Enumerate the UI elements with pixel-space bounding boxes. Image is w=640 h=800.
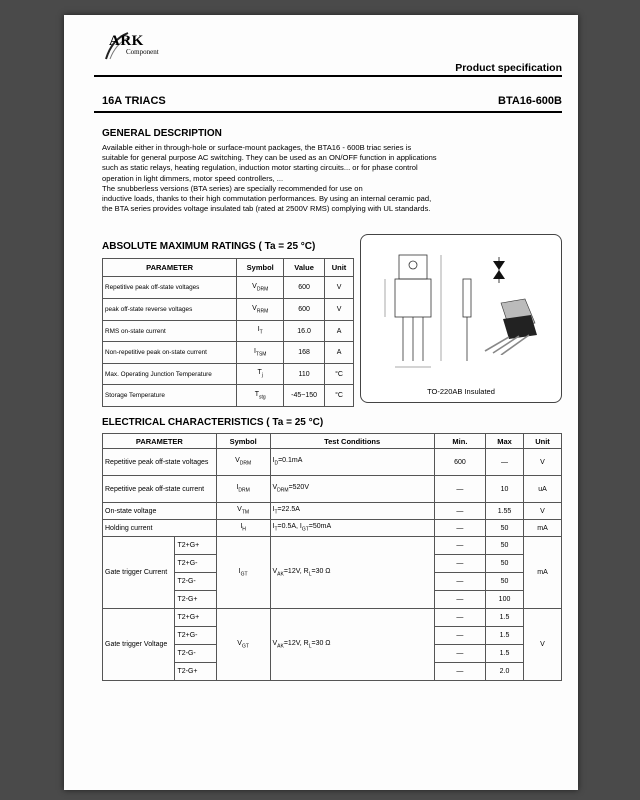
max-cell: 1.5 xyxy=(486,627,524,645)
max-cell: 50 xyxy=(486,537,524,555)
unit-cell: °C xyxy=(325,385,354,407)
symbol-subscript: H xyxy=(242,526,246,533)
param-cell: RMS on-state current xyxy=(103,321,237,342)
description-line: inductive loads, thanks to their high commutation performances. By using an internal ceramic pad, xyxy=(102,194,432,204)
min-cell: — xyxy=(434,476,485,503)
quadrant-cell: T2-G+ xyxy=(175,663,216,681)
condition-text: V xyxy=(272,484,278,492)
title-divider xyxy=(94,111,562,113)
condition-text: =12V, R xyxy=(283,639,309,647)
abs-header-unit: Unit xyxy=(325,259,354,277)
symbol-cell xyxy=(237,321,284,342)
condition-text: =22.5A xyxy=(277,506,300,514)
general-description-text xyxy=(102,143,562,214)
part-number: BTA16-600B xyxy=(498,95,562,107)
condition-text: I xyxy=(272,523,275,531)
condition-text: =520V xyxy=(288,484,309,492)
symbol-subscript: T xyxy=(259,329,263,336)
conditions-cell xyxy=(270,520,434,537)
condition-text: =0.5A, I xyxy=(277,523,302,531)
min-cell: — xyxy=(434,663,485,681)
symbol-subscript: TM xyxy=(241,509,250,516)
table-row xyxy=(103,364,354,385)
symbol-text: T xyxy=(257,369,262,377)
symbol-cell xyxy=(216,609,270,681)
abs-max-table xyxy=(102,258,354,407)
description-line: The snubberless versions (BTA series) are specially recommended for use on xyxy=(102,183,363,193)
min-cell: — xyxy=(434,645,485,663)
table-row xyxy=(103,503,562,520)
table-row xyxy=(103,385,354,407)
description-line: the BTA series provides voltage insulated tab (rated at 2500V RMS) complying with UL standards. xyxy=(102,204,431,214)
condition-text: =0.1mA xyxy=(278,457,303,465)
symbol-subscript: DRM xyxy=(239,460,252,467)
max-cell: 50 xyxy=(486,573,524,591)
quadrant-cell: T2+G- xyxy=(175,555,216,573)
param-cell: Repetitive peak off-state voltages xyxy=(103,449,217,476)
param-cell: Max. Operating Junction Temperature xyxy=(103,364,237,385)
description-line: suitable for general purpose AC switching. They can be used as an ON/OFF function in applications xyxy=(102,153,437,163)
symbol-cell xyxy=(237,364,284,385)
quadrant-cell: T2-G- xyxy=(175,645,216,663)
elec-header-parameter: PARAMETER xyxy=(103,434,217,449)
symbol-text: I xyxy=(253,347,256,355)
symbol-text: I xyxy=(236,484,239,492)
min-cell: — xyxy=(434,609,485,627)
to220-package-photo-icon xyxy=(479,297,543,355)
condition-text: I xyxy=(272,457,275,465)
table-row xyxy=(103,609,562,627)
quadrant-cell: T2-G- xyxy=(175,573,216,591)
symbol-subscript: GT xyxy=(241,643,249,650)
unit-cell: V xyxy=(524,609,562,681)
condition-subscript: D xyxy=(274,460,279,467)
symbol-cell xyxy=(237,342,284,364)
condition-text: V xyxy=(272,639,278,647)
abs-header-value: Value xyxy=(284,259,325,277)
datasheet-page xyxy=(64,15,578,790)
symbol-cell xyxy=(237,299,284,321)
description-line: Available either in through-hole or surface-mount packages, the BTA16 - 600B triac series is xyxy=(102,143,412,152)
table-row xyxy=(103,277,354,299)
table-row xyxy=(103,537,562,555)
condition-text: =30 Ω xyxy=(311,567,331,575)
unit-cell: A xyxy=(325,342,354,364)
param-cell: Storage Temperature xyxy=(103,385,237,407)
device-title: 16A TRIACS xyxy=(102,95,166,107)
package-outline-drawing-icon xyxy=(371,243,481,371)
description-line: operation in light dimmers, motor speed controllers, ... xyxy=(102,173,284,183)
max-cell: 10 xyxy=(486,476,524,503)
conditions-cell xyxy=(270,503,434,520)
elec-header-min: Min. xyxy=(434,434,485,449)
conditions-cell xyxy=(270,476,434,503)
min-cell: — xyxy=(434,573,485,591)
value-cell: 600 xyxy=(284,299,325,321)
condition-text: V xyxy=(272,567,278,575)
condition-text: =12V, R xyxy=(283,567,309,575)
condition-subscript: AK xyxy=(277,643,284,650)
value-cell: 600 xyxy=(284,277,325,299)
table-row xyxy=(103,476,562,503)
quadrant-cell: T2+G+ xyxy=(175,609,216,627)
param-cell: On-state voltage xyxy=(103,503,217,520)
symbol-cell xyxy=(216,476,270,503)
symbol-subscript: j xyxy=(261,372,263,379)
elec-header-unit: Unit xyxy=(524,434,562,449)
unit-cell: mA xyxy=(524,537,562,609)
max-cell: 100 xyxy=(486,591,524,609)
quadrant-cell: T2-G+ xyxy=(175,591,216,609)
symbol-text: I xyxy=(257,326,260,334)
max-cell: 50 xyxy=(486,520,524,537)
unit-cell: V xyxy=(325,299,354,321)
table-row xyxy=(103,520,562,537)
conditions-cell xyxy=(270,449,434,476)
unit-cell: °C xyxy=(325,364,354,385)
min-cell: — xyxy=(434,591,485,609)
electrical-table xyxy=(102,433,562,681)
symbol-text: V xyxy=(237,639,242,647)
min-cell: — xyxy=(434,520,485,537)
product-specification-label: Product specification xyxy=(455,62,562,74)
param-cell: Holding current xyxy=(103,520,217,537)
symbol-cell xyxy=(216,503,270,520)
package-caption: TO-220AB Insulated xyxy=(427,387,495,396)
value-cell: 110 xyxy=(284,364,325,385)
symbol-text: V xyxy=(252,304,257,312)
param-cell: Repetitive peak off-state voltages xyxy=(103,277,237,299)
symbol-subscript: DRM xyxy=(256,286,269,293)
unit-cell: V xyxy=(325,277,354,299)
param-cell: Repetitive peak off-state current xyxy=(103,476,217,503)
min-cell: — xyxy=(434,627,485,645)
symbol-cell xyxy=(216,520,270,537)
unit-cell: mA xyxy=(524,520,562,537)
table-row xyxy=(103,342,354,364)
symbol-subscript: RRM xyxy=(256,308,269,315)
symbol-subscript: GT xyxy=(240,571,248,578)
logo-text: ARK xyxy=(109,33,144,49)
condition-text: =50mA xyxy=(308,523,332,531)
symbol-cell xyxy=(216,449,270,476)
condition-subscript: GT xyxy=(301,526,309,533)
param-cell: Gate trigger Voltage xyxy=(103,609,175,681)
min-cell: — xyxy=(434,503,485,520)
max-cell: 2.0 xyxy=(486,663,524,681)
condition-text: =30 Ω xyxy=(311,639,331,647)
abs-header-symbol: Symbol xyxy=(237,259,284,277)
min-cell: 600 xyxy=(434,449,485,476)
max-cell: 1.5 xyxy=(486,609,524,627)
condition-subscript: DRM xyxy=(277,487,289,494)
symbol-cell xyxy=(237,277,284,299)
max-cell: 1.55 xyxy=(486,503,524,520)
symbol-text: V xyxy=(235,457,240,465)
condition-text: I xyxy=(272,506,275,514)
min-cell: — xyxy=(434,537,485,555)
value-cell: -45~150 xyxy=(284,385,325,407)
symbol-subscript: stg xyxy=(259,394,266,401)
table-row xyxy=(103,299,354,321)
unit-cell: uA xyxy=(524,476,562,503)
param-cell: peak off-state reverse voltages xyxy=(103,299,237,321)
condition-subscript: T xyxy=(274,509,278,516)
table-row xyxy=(103,321,354,342)
description-line: such as static relays, heating regulation, induction motor starting circuits... or for phase control xyxy=(102,163,418,173)
symbol-subscript: TSM xyxy=(255,351,267,358)
symbol-text: I xyxy=(238,567,241,575)
header-divider xyxy=(94,75,562,77)
symbol-text: V xyxy=(252,282,257,290)
condition-subscript: AK xyxy=(277,571,284,578)
electrical-heading: ELECTRICAL CHARACTERISTICS ( Ta = 25 °C) xyxy=(102,417,324,428)
abs-max-heading: ABSOLUTE MAXIMUM RATINGS ( Ta = 25 °C) xyxy=(102,241,316,252)
condition-subscript: T xyxy=(274,526,278,533)
conditions-cell xyxy=(270,609,434,681)
elec-header-conditions: Test Conditions xyxy=(270,434,434,449)
symbol-text: T xyxy=(254,390,260,398)
logo-subtext: Component xyxy=(126,48,159,56)
symbol-text: I xyxy=(240,523,243,531)
condition-subscript: L xyxy=(308,571,312,578)
max-cell: — xyxy=(486,449,524,476)
max-cell: 50 xyxy=(486,555,524,573)
condition-subscript: L xyxy=(308,643,312,650)
symbol-subscript: DRM xyxy=(238,487,250,494)
elec-header-symbol: Symbol xyxy=(216,434,270,449)
elec-header-max: Max xyxy=(486,434,524,449)
quadrant-cell: T2+G+ xyxy=(175,537,216,555)
unit-cell: V xyxy=(524,503,562,520)
conditions-cell xyxy=(270,537,434,609)
triac-symbol-icon xyxy=(489,257,509,283)
value-cell: 16.0 xyxy=(284,321,325,342)
general-description-heading: GENERAL DESCRIPTION xyxy=(102,128,222,139)
unit-cell: V xyxy=(524,449,562,476)
max-cell: 1.5 xyxy=(486,645,524,663)
param-cell: Gate trigger Current xyxy=(103,537,175,609)
symbol-text: V xyxy=(237,506,242,514)
param-cell: Non-repetitive peak on-state current xyxy=(103,342,237,364)
symbol-cell xyxy=(237,385,284,407)
abs-header-parameter: PARAMETER xyxy=(103,259,237,277)
quadrant-cell: T2+G- xyxy=(175,627,216,645)
package-figure xyxy=(360,234,562,403)
value-cell: 168 xyxy=(284,342,325,364)
unit-cell: A xyxy=(325,321,354,342)
min-cell: — xyxy=(434,555,485,573)
symbol-cell xyxy=(216,537,270,609)
table-row xyxy=(103,449,562,476)
